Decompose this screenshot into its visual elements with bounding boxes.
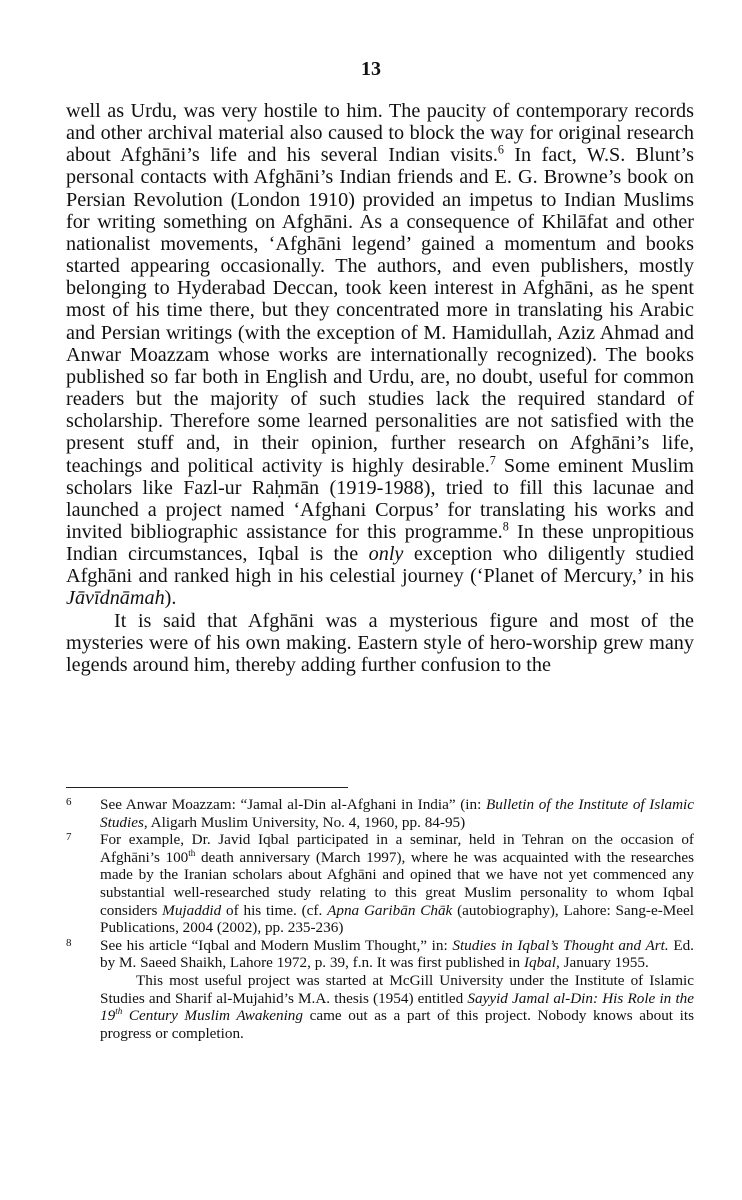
footnote-number: 8 — [66, 936, 72, 949]
footnote-number: 7 — [66, 831, 72, 844]
text-run: ). — [164, 587, 177, 610]
footnote-ref-6: 6 — [497, 142, 504, 157]
superscript: th — [115, 1006, 123, 1017]
text-run: See Anwar Moazzam: “Jamal al-Din al-Afghani in India” (in: — [100, 796, 486, 813]
text-run: , Aligarh Muslim University, No. 4, 1960, pp. 84-95) — [143, 813, 466, 831]
italic-term: Mujaddid — [162, 901, 222, 919]
text-run: of his time. (cf. — [221, 901, 328, 919]
text-run: death anniversary (March 1997), where he was acquainted with the researches made by the Iranian scholars about Afghāni and opined that we have not yet commenced any substantial well-researched study relating to this great Muslim personality to whom Iqbal considers — [100, 848, 694, 919]
italic-only: only — [368, 543, 404, 566]
italic-title: Bulletin of the Institute of Islamic Studies — [100, 796, 694, 831]
text-run: January 1955. — [559, 954, 649, 972]
page-number: 13 — [361, 58, 381, 80]
text-run: Ed. by M. Saeed Shaikh, Lahore 1972, p. 39, f.n. It was first published in — [100, 936, 694, 972]
italic-title: Studies in Iqbal’s Thought and Art. — [452, 936, 669, 954]
italic-title-javidnamah: Jāvīdnāmah — [66, 587, 165, 610]
text-run: Some eminent Muslim scholars like Fazl-ur Raḥmān (1919-1988), tried to fill this lacunae and launched a project named ‘Afghani Corpus’ for translating his works and invited bibliographic assistance for this programme. — [66, 454, 694, 543]
text-run: In these unpropitious Indian circumstances, Iqbal is the — [66, 520, 695, 566]
superscript: th — [188, 847, 196, 858]
footnotes — [66, 796, 694, 1042]
footnote-separator — [66, 787, 348, 788]
text-run: For example, Dr. Javid Iqbal participated in a seminar, held in Tehran on the occasion of Afghāni’s 100 — [100, 831, 694, 866]
paragraph-2: It is said that Afghāni was a mysterious figure and most of the mysteries were of his own making. Eastern style of hero-worship grew many legends around him, thereby adding further confusion to the — [66, 609, 694, 676]
footnote-ref-8: 8 — [502, 519, 509, 534]
footnote-ref-7: 7 — [489, 452, 496, 467]
footnote-8-continuation — [66, 972, 694, 1042]
text-run: well as Urdu, was very hostile to him. The paucity of contemporary records and other archival material also caused to block the way for original research about Afghāni’s life and his several Indian visits. — [66, 100, 694, 167]
text-run: This most useful project was started at McGill University under the Institute of Islamic Studies and Sharif al-Mujahid’s M.A. thesis (1954) entitled — [100, 971, 694, 1007]
italic-title: Century Muslim Awakening — [122, 1007, 303, 1025]
footnote-6 — [66, 796, 694, 831]
italic-title: Sayyid Jamal al-Din: His Role in the 19 — [100, 989, 694, 1025]
main-text — [66, 100, 694, 676]
footnote-8 — [66, 937, 694, 972]
text-run: (autobiography), Lahore: Sang-e-Meel Publications, 2004 (2002), pp. 235-236) — [100, 901, 694, 937]
footnote-number: 6 — [66, 796, 72, 808]
italic-title: Apna Garibān Chāk — [327, 901, 453, 919]
footnote-7 — [66, 831, 694, 937]
italic-title: Iqbal, — [523, 954, 560, 972]
text-run: In fact, W.S. Blunt’s personal contacts with Afghāni’s Indian friends and E. G. Browne’s book on Persian Revolution (London 1910) provided an impetus to Indian Muslims for writing something on Afghāni. As a consequence of Khilāfat and other nationalist movements, ‘Afghāni legend’ gained a momentum and books started appearing occasionally. The authors, and even publishers, mostly belonging to Hyderabad Deccan, took keen interest in Afghāni, as he spent most of his time there, but they concentrated more in translating his Arabic and Persian writings (with the exception of M. Hamidullah, Aziz Ahmad and Anwar Moazzam whose works are internationally recognized). The books published so far both in English and Urdu, are, no doubt, useful for common readers but the majority of such studies lack the required standard of scholarship. Therefore some learned personalities are not satisfied with the present stuff and, in their opinion, further research on Afghāni’s life, teachings and political activity is highly desirable. — [66, 144, 694, 477]
paragraph-1 — [66, 100, 694, 610]
text-run: See his article “Iqbal and Modern Muslim Thought,” in: — [100, 936, 453, 954]
text-run: came out as a part of this project. Nobody knows about its progress or completion. — [100, 1007, 694, 1042]
text-run: exception who diligently studied Afghāni and ranked high in his celestial journey (‘Planet of Mercury,’ in his — [66, 543, 694, 588]
